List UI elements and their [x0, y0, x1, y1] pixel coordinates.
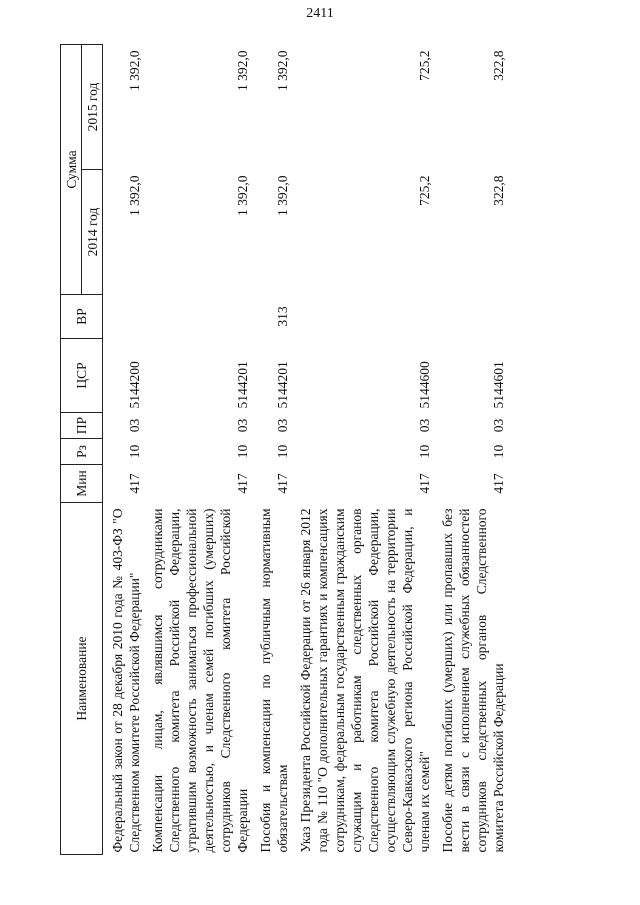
- header-year-2014: 2014 год: [82, 170, 103, 295]
- row-pr: 03: [417, 418, 432, 433]
- row-sum-2015: 1 392,0: [275, 50, 290, 91]
- row-pr: 03: [275, 418, 290, 433]
- row-rz: 10: [235, 444, 250, 459]
- header-year-2015: 2015 год: [82, 44, 103, 169]
- header-rz: Рз: [61, 439, 103, 465]
- table-row: [143, 44, 251, 854]
- row-name: Пособие детям погибших (умерших) или пропавших без вести в связи с исполнением служебных обязанностей сотрудников следственных органов Следственного комитета Российской Федерации: [440, 508, 506, 853]
- row-sum-2014: 725,2: [417, 175, 432, 206]
- table-row: [251, 44, 291, 854]
- table-header: [61, 44, 103, 854]
- table-row: [291, 44, 433, 854]
- header-pr: ПР: [61, 413, 103, 439]
- table-row: [103, 44, 144, 854]
- row-pr: 03: [235, 418, 250, 433]
- row-name: Указ Президента Российской Федерации от 26 января 2012 года № 110 "О дополнительных гарантиях и компенсациях сотрудникам, федеральным государственным гражданским служащим и работникам следственных органов Следственного комитета Российской Федерации, осуществляющим служебную деятельность на территории Северо-Кавказского региона Российской Федерации, и членам их семей": [298, 508, 432, 853]
- row-csr: 5144200: [127, 361, 142, 409]
- row-name: Компенсации лицам, являвшимся сотрудниками Следственного комитета Российской Федерации, утратившим возможность заниматься профессиональной деятельностью, и членам семей погибших (умерших) сотрудников Следственного комитета Российской Федерации: [150, 508, 250, 853]
- row-vr: [143, 295, 251, 339]
- header-name: Наименование: [61, 503, 103, 855]
- row-rz: 10: [491, 444, 506, 459]
- row-sum-2015: 1 392,0: [235, 50, 250, 91]
- row-sum-2015: 322,8: [491, 50, 506, 81]
- row-min: 417: [491, 473, 506, 494]
- header-sum: Сумма: [61, 44, 82, 294]
- page-number: 2411: [306, 6, 334, 21]
- row-min: 417: [417, 473, 432, 494]
- row-min: 417: [275, 473, 290, 494]
- row-vr: [103, 295, 144, 339]
- row-sum-2014: 1 392,0: [127, 175, 142, 216]
- row-min: 417: [127, 473, 142, 494]
- rotated-table-container: [60, 45, 620, 855]
- header-min: Мин: [61, 465, 103, 503]
- row-csr: 5144600: [417, 361, 432, 409]
- header-csr: ЦСР: [61, 339, 103, 413]
- row-rz: 10: [275, 444, 290, 459]
- row-csr: 5144201: [275, 361, 290, 409]
- row-sum-2015: 725,2: [417, 50, 432, 81]
- row-pr: 03: [127, 418, 142, 433]
- row-name: Федеральный закон от 28 декабря 2010 года № 403-ФЗ "О Следственном комитете Российской Федерации": [110, 508, 142, 853]
- row-pr: 03: [491, 418, 506, 433]
- row-min: 417: [235, 473, 250, 494]
- row-rz: 10: [127, 444, 142, 459]
- row-vr: 313: [275, 306, 290, 327]
- row-sum-2014: 1 392,0: [275, 175, 290, 216]
- header-vr: ВР: [61, 295, 103, 339]
- budget-table: [60, 44, 507, 855]
- row-csr: 5144601: [491, 361, 506, 409]
- row-vr: [291, 295, 433, 339]
- table-row: [433, 44, 507, 854]
- row-name: Пособия и компенсации по публичным нормативным обязательствам: [258, 508, 290, 853]
- row-csr: 5144201: [235, 361, 250, 409]
- row-sum-2015: 1 392,0: [127, 50, 142, 91]
- row-vr: [433, 295, 507, 339]
- row-rz: 10: [417, 444, 432, 459]
- row-sum-2014: 322,8: [491, 175, 506, 206]
- row-sum-2014: 1 392,0: [235, 175, 250, 216]
